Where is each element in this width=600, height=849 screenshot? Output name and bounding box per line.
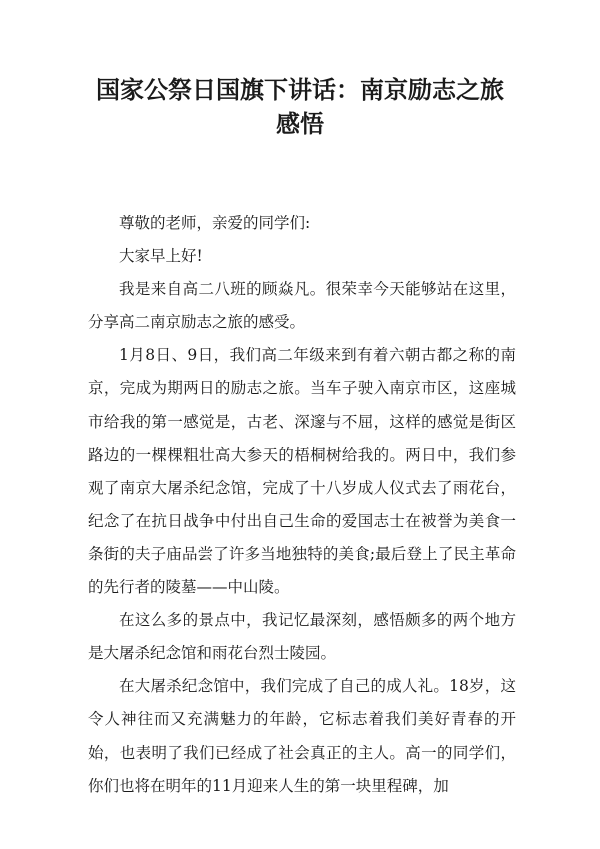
document-body bbox=[88, 207, 516, 803]
document-title-line-1: 国家公祭日国旗下讲话：南京励志之旅 bbox=[96, 75, 504, 104]
paragraph-intro: 我是来自高二八班的顾焱凡。很荣幸今天能够站在这里，分享高二南京励志之旅的感受。 bbox=[88, 280, 516, 332]
paragraph-coming-of-age: 在大屠杀纪念馆中，我们完成了自己的成人礼。18岁，这令人神往而又充满魅力的年龄，它标志着我们美好青春的开始，也表明了我们已经成了社会真正的主人。高一的同学们，你们也将在明年的11月迎来人生的第一块里程碑，加 bbox=[88, 677, 516, 795]
salutation: 尊敬的老师，亲爱的同学们: bbox=[119, 214, 311, 232]
paragraph-trip: 1月8日、9日，我们高二年级来到有着六朝古都之称的南京，完成为期两日的励志之旅。当车子驶入南京市区，这座城市给我的第一感觉是，古老、深邃与不屈，这样的感觉是街区路边的一棵棵粗壮高大参天的梧桐树给我的。两日中，我们参观了南京大屠杀纪念馆，完成了十八岁成人仪式去了雨花台，纪念了在抗日战争中付出自己生命的爱国志士在被誉为美食一条街的夫子庙品尝了许多当地独特的美食;最后登上了民主革命的先行者的陵墓——中山陵。 bbox=[88, 346, 516, 597]
paragraph-memorable-places: 在这么多的景点中，我记忆最深刻，感悟颇多的两个地方是大屠杀纪念馆和雨花台烈士陵园。 bbox=[88, 611, 516, 663]
document-title-line-2: 感悟 bbox=[276, 109, 324, 138]
greeting: 大家早上好! bbox=[119, 247, 203, 266]
